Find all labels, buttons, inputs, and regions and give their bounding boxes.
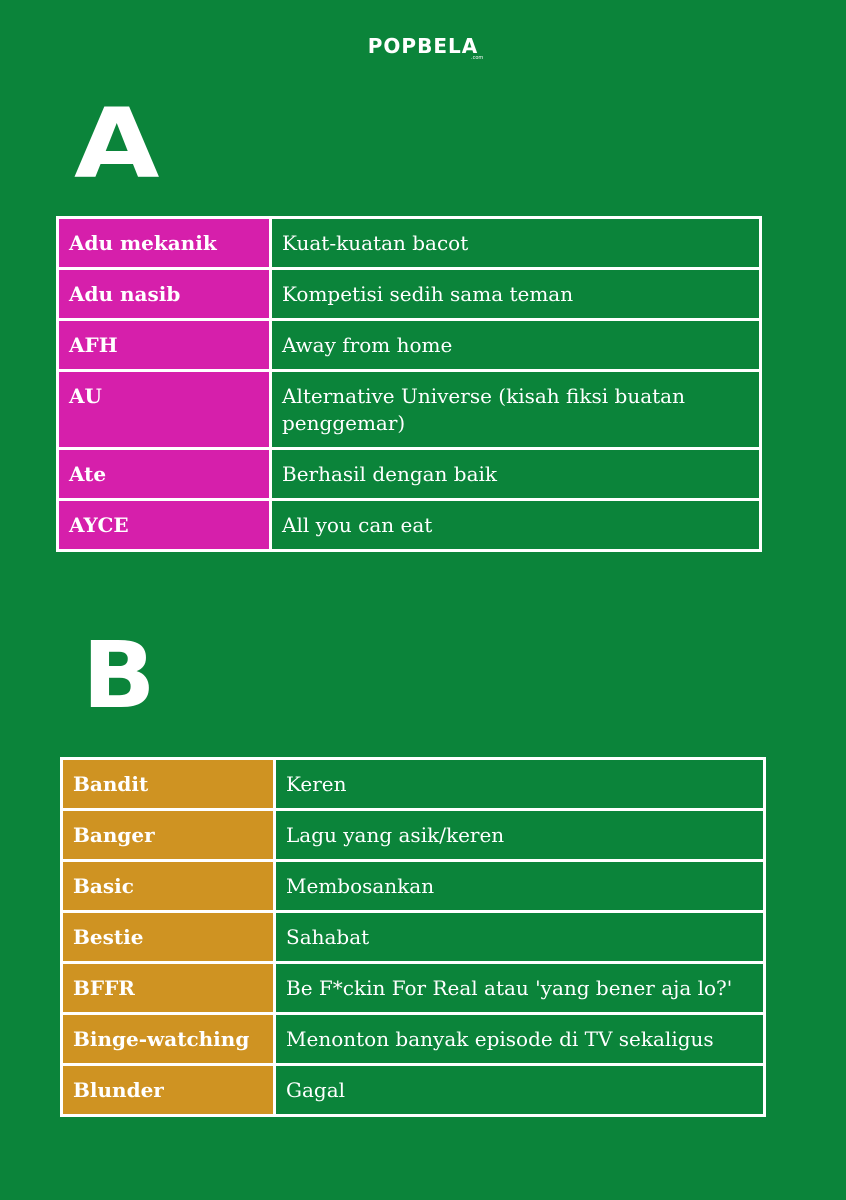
- section-letter-b: B: [82, 622, 156, 729]
- term-cell: Banger: [62, 810, 275, 861]
- definition-cell: Alternative Universe (kisah fiksi buatan penggemar): [271, 371, 761, 449]
- term-cell: Basic: [62, 861, 275, 912]
- table-row: [62, 810, 765, 861]
- glossary-table-a: [56, 216, 762, 552]
- definition-cell: Berhasil dengan baik: [271, 449, 761, 500]
- definition-cell: Be F*ckin For Real atau 'yang bener aja lo?': [275, 963, 765, 1014]
- table-row: [58, 218, 761, 269]
- definition-cell: Gagal: [275, 1065, 765, 1116]
- term-cell: Bandit: [62, 759, 275, 810]
- glossary-table-b: [60, 757, 766, 1117]
- definition-cell: Kuat-kuatan bacot: [271, 218, 761, 269]
- table-row: [62, 861, 765, 912]
- definition-cell: Kompetisi sedih sama teman: [271, 269, 761, 320]
- definition-cell: Sahabat: [275, 912, 765, 963]
- term-cell: AFH: [58, 320, 271, 371]
- brand-logo-suffix: .com: [471, 55, 484, 61]
- table-row: [58, 320, 761, 371]
- term-cell: BFFR: [62, 963, 275, 1014]
- definition-cell: Away from home: [271, 320, 761, 371]
- definition-cell: Membosankan: [275, 861, 765, 912]
- brand-logo: POPBELA: [367, 34, 479, 58]
- section-letter-a: A: [74, 88, 160, 200]
- table-row: [58, 449, 761, 500]
- table-row: [62, 1065, 765, 1116]
- term-cell: Ate: [58, 449, 271, 500]
- table-row: [58, 269, 761, 320]
- term-cell: Adu mekanik: [58, 218, 271, 269]
- term-cell: Adu nasib: [58, 269, 271, 320]
- definition-cell: Keren: [275, 759, 765, 810]
- term-cell: Blunder: [62, 1065, 275, 1116]
- definition-cell: All you can eat: [271, 500, 761, 551]
- term-cell: AYCE: [58, 500, 271, 551]
- table-row: [62, 963, 765, 1014]
- table-row: [62, 912, 765, 963]
- table-row: [62, 1014, 765, 1065]
- table-row: [62, 759, 765, 810]
- term-cell: Bestie: [62, 912, 275, 963]
- table-row: [58, 500, 761, 551]
- term-cell: Binge-watching: [62, 1014, 275, 1065]
- term-cell: AU: [58, 371, 271, 449]
- table-row: [58, 371, 761, 449]
- definition-cell: Menonton banyak episode di TV sekaligus: [275, 1014, 765, 1065]
- definition-cell: Lagu yang asik/keren: [275, 810, 765, 861]
